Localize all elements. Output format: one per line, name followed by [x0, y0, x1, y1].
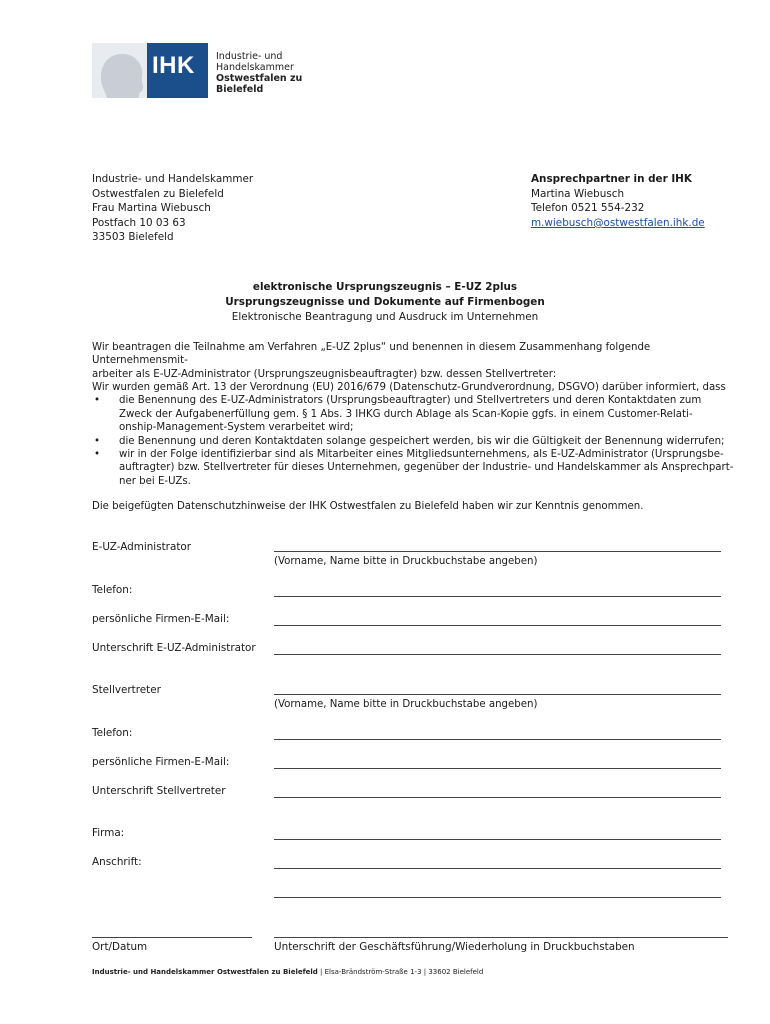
logo-org-line1: Industrie- und Handelskammer [216, 51, 294, 73]
address-label: Anschrift: [92, 856, 142, 868]
text-line: arbeiter als E-UZ-Administrator (Ursprungszeugnisbeauftragter) bzw. dessen Stellvertreter: [92, 368, 557, 380]
contact-block [531, 172, 705, 230]
footer-address: | Elsa-Brändström-Straße 1-3 | 33602 Bielefeld [317, 968, 484, 976]
contact-phone: Telefon 0521 554-232 [531, 202, 645, 215]
head-silhouette-icon [94, 47, 154, 98]
logo-graphic [92, 43, 208, 98]
ihk-logo [92, 43, 352, 98]
management-signature-field[interactable] [274, 937, 728, 938]
list-item [92, 435, 742, 448]
logo-mark: IHK [152, 52, 195, 79]
admin-phone-field[interactable] [274, 595, 721, 597]
text-line: die Benennung und deren Kontaktdaten solange gespeichert werden, bis wir die Gültigkeit der Benennung widerrufen; [119, 435, 725, 447]
admin-name-field[interactable] [274, 550, 721, 552]
footer-org: Industrie- und Handelskammer Ostwestfalen zu Bielefeld [92, 968, 318, 976]
text-line: onship-Management-System verarbeitet wird; [119, 422, 354, 434]
place-date-field[interactable] [92, 937, 252, 938]
deputy-email-label: persönliche Firmen-E-Mail: [92, 756, 230, 768]
logo-org-name [216, 51, 352, 95]
recipient-line: Ostwestfalen zu Bielefeld [92, 187, 224, 200]
recipient-line: Frau Martina Wiebusch [92, 202, 211, 215]
title-line2: Ursprungszeugnisse und Dokumente auf Firmenbogen [225, 296, 545, 308]
deputy-signature-field[interactable] [274, 796, 721, 798]
contact-email-link[interactable]: m.wiebusch@ostwestfalen.ihk.de [531, 216, 705, 229]
list-item [92, 448, 742, 488]
deputy-phone-field[interactable] [274, 738, 721, 740]
privacy-bullet-list [92, 394, 742, 488]
contact-heading: Ansprechpartner in der IHK [531, 173, 692, 185]
recipient-line: 33503 Bielefeld [92, 231, 174, 244]
bullet-icon: • [94, 435, 101, 447]
management-signature-label: Unterschrift der Geschäftsführung/Wiederholung in Druckbuchstaben [274, 941, 635, 953]
deputy-name-field[interactable] [274, 693, 721, 695]
company-field[interactable] [274, 838, 721, 840]
title-line1: elektronische Ursprungszeugnis – E-UZ 2plus [252, 281, 518, 293]
recipient-line: Industrie- und Handelskammer [92, 173, 254, 185]
admin-label: E-UZ-Administrator [92, 541, 192, 553]
admin-email-label: persönliche Firmen-E-Mail: [92, 613, 230, 625]
deputy-phone-label: Telefon: [92, 727, 133, 739]
bullet-icon: • [94, 449, 101, 461]
title-line3: Elektronische Beantragung und Ausdruck im Unternehmen [231, 311, 539, 323]
deputy-name-hint: (Vorname, Name bitte in Druckbuchstabe angeben) [274, 699, 538, 710]
recipient-address [92, 172, 253, 245]
page-footer [92, 968, 483, 976]
deputy-email-field[interactable] [274, 767, 721, 769]
list-item [92, 394, 742, 434]
text-line: Wir wurden gemäß Art. 13 der Verordnung (EU) 2016/679 (Datenschutz-Grundverordnung, DSGVO) darüber informiert, dass [92, 382, 726, 393]
text-line: die Benennung des E-UZ-Administrators (Ursprungsbeauftragter) und Stellvertreters und deren Kontaktdaten zum [119, 395, 702, 407]
admin-name-hint: (Vorname, Name bitte in Druckbuchstabe angeben) [274, 556, 538, 567]
logo-org-line2: Ostwestfalen zu Bielefeld [216, 73, 303, 95]
acknowledgement-paragraph: Die beigefügten Datenschutzhinweise der IHK Ostwestfalen zu Bielefeld haben wir zur Kenntnis genommen. [92, 501, 644, 512]
contact-name: Martina Wiebusch [531, 187, 625, 200]
address-field[interactable] [274, 867, 721, 869]
text-line: Zweck der Aufgabenerfüllung gem. § 1 Abs. 3 IHKG durch Ablage als Scan-Kopie ggfs. in einem Customer-Relati- [119, 408, 693, 420]
text-line: auftragter) bzw. Stellvertreter für dieses Unternehmen, gegenüber der Industrie- und Handelskammer als Ansprechpart- [119, 462, 734, 474]
admin-signature-field[interactable] [274, 653, 721, 655]
intro-paragraph [92, 341, 742, 381]
company-label: Firma: [92, 827, 125, 839]
document-title [0, 280, 770, 325]
admin-email-field[interactable] [274, 624, 721, 626]
admin-signature-label: Unterschrift E-UZ-Administrator [92, 642, 256, 654]
place-date-label: Ort/Datum [92, 941, 148, 953]
text-line: wir in der Folge identifizierbar sind als Mitarbeiter eines Mitgliedsunternehmens, als E-UZ-Administrator (Ursprungsbe- [119, 449, 724, 461]
address-field-2[interactable] [274, 896, 721, 898]
privacy-paragraph [92, 381, 742, 488]
deputy-label: Stellvertreter [92, 684, 161, 696]
bullet-icon: • [94, 395, 101, 407]
text-line: Wir beantragen die Teilnahme am Verfahren „E-UZ 2plus“ und benennen in diesem Zusammenhang folgende Unternehmensmit- [92, 342, 651, 367]
deputy-signature-label: Unterschrift Stellvertreter [92, 785, 226, 797]
admin-phone-label: Telefon: [92, 584, 133, 596]
recipient-line: Postfach 10 03 63 [92, 216, 186, 229]
text-line: ner bei E-UZs. [119, 475, 191, 487]
